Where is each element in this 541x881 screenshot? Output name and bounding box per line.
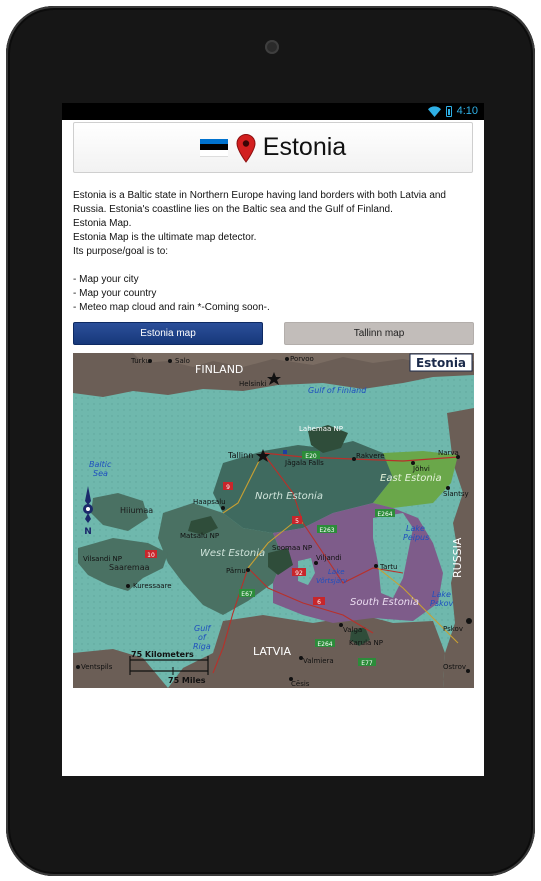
page-title: Estonia — [262, 133, 347, 161]
country-label-latvia: LATVIA — [253, 645, 292, 658]
water-label-vortsjarv-lake: Lake — [328, 568, 345, 576]
road-badge: E264 — [377, 511, 393, 518]
description-line: Its purpose/goal is to: — [73, 246, 169, 257]
city-label-narva: Narva — [438, 449, 459, 457]
wifi-icon — [428, 106, 441, 117]
app-screen — [62, 103, 484, 776]
region-label-south: South Estonia — [350, 597, 420, 608]
description — [73, 189, 473, 315]
road-badge: 10 — [147, 552, 155, 559]
city-label-porvoo: Porvoo — [290, 355, 314, 363]
water-label-pskov: Pskov — [430, 599, 454, 608]
estonia-map[interactable] — [73, 353, 474, 688]
app-header — [73, 122, 473, 173]
description-line: - Meteo map cloud and rain *-Coming soon-. — [73, 302, 270, 313]
city-label-kuressaare: Kuressaare — [133, 582, 172, 590]
scale-km-label: 75 Kilometers — [131, 650, 194, 659]
park-label-matsalu: Matsalu NP — [180, 532, 220, 540]
city-label-viljandi: Viljandi — [316, 554, 342, 562]
region-label-north: North Estonia — [255, 491, 323, 502]
description-line: - Map your city — [73, 274, 139, 285]
description-line: - Map your country — [73, 288, 157, 299]
road-badge: E263 — [319, 527, 335, 534]
road-badge: 5 — [295, 518, 299, 525]
tallinn-map-button[interactable]: Tallinn map — [284, 322, 474, 345]
status-time: 4:10 — [456, 105, 478, 117]
city-label-salo: Salo — [175, 357, 190, 365]
water-label-peipus: Peipus — [403, 533, 430, 542]
compass-north-label: N — [84, 527, 92, 537]
island-label-hiiumaa: Hiiumaa — [120, 506, 154, 515]
park-label-soomaa: Soomaa NP — [272, 544, 313, 552]
water-label-gulf-finland: Gulf of Finland — [308, 386, 367, 395]
region-label-east: East Estonia — [380, 473, 442, 484]
city-label-jagala: Jägala Falls — [285, 459, 324, 467]
water-label-of: of — [198, 633, 206, 642]
city-label-helsinki: Helsinki — [239, 380, 267, 388]
road-badge: E67 — [241, 591, 253, 598]
water-label-gulf: Gulf — [194, 624, 211, 633]
city-label-cesis: Cēsis — [291, 680, 310, 688]
water-label-pskov-lake: Lake — [432, 590, 451, 599]
road-badge: 9 — [226, 484, 230, 491]
road-badge: 6 — [317, 599, 321, 606]
battery-icon — [446, 106, 452, 117]
jagala-marker-icon — [283, 450, 287, 454]
city-label-johvi: Jõhvi — [413, 465, 430, 473]
road-badge: E77 — [361, 660, 373, 667]
front-camera — [265, 40, 279, 54]
water-label-riga: Riga — [193, 642, 211, 651]
city-label-tallinn: Tallinn — [228, 451, 254, 460]
park-label-lahemaa: Lahemaa NP — [299, 425, 344, 433]
map-pin-icon — [235, 133, 257, 163]
description-line: Estonia Map. — [73, 218, 132, 229]
road-badge: 92 — [295, 570, 303, 577]
road-badge: E264 — [317, 641, 333, 648]
park-label-karula: Karula NP — [349, 639, 383, 647]
city-label-pskov: Pskov — [443, 625, 463, 633]
city-label-tartu: Tartu — [380, 563, 398, 571]
city-label-ostrov: Ostrov — [443, 663, 467, 671]
city-label-valmiera: Valmiera — [303, 657, 334, 665]
status-bar — [62, 103, 484, 120]
water-label-vortsjarv: Võrtsjärv — [316, 577, 348, 585]
city-label-valga: Valga — [343, 626, 363, 634]
city-label-parnu: Pärnu — [226, 567, 246, 575]
region-label-west: West Estonia — [200, 548, 266, 559]
description-line: Estonia Map is the ultimate map detector. — [73, 232, 257, 243]
city-label-rakvere: Rakvere — [356, 452, 385, 460]
city-label-ventspils: Ventspils — [81, 663, 113, 671]
city-label-slantsy: Slantsy — [443, 490, 469, 498]
estonia-map-button[interactable]: Estonia map — [73, 322, 263, 345]
park-label-vilsandi: Vilsandi NP — [83, 555, 122, 563]
city-label-haapsalu: Haapsalu — [193, 498, 226, 506]
water-label-peipus-lake: Lake — [406, 524, 425, 533]
country-label-russia: RUSSIA — [451, 537, 464, 578]
scale-miles-label: 75 Miles — [168, 676, 206, 685]
city-label-turku: Turku — [131, 357, 150, 365]
description-line — [73, 259, 473, 273]
road-badge: E20 — [305, 453, 317, 460]
description-line: Estonia is a Baltic state in Northern Europe having land borders with both Latvia and Russia. Estonia's coastline lies on the Baltic sea and the Gulf of Finland. — [73, 190, 446, 215]
water-label-baltic: Baltic — [89, 460, 112, 469]
estonia-flag-icon — [200, 139, 228, 157]
country-label-finland: FINLAND — [195, 363, 244, 376]
island-label-saaremaa: Saaremaa — [109, 563, 150, 572]
water-label-sea: Sea — [93, 469, 108, 478]
map-badge-label: Estonia — [415, 356, 467, 370]
